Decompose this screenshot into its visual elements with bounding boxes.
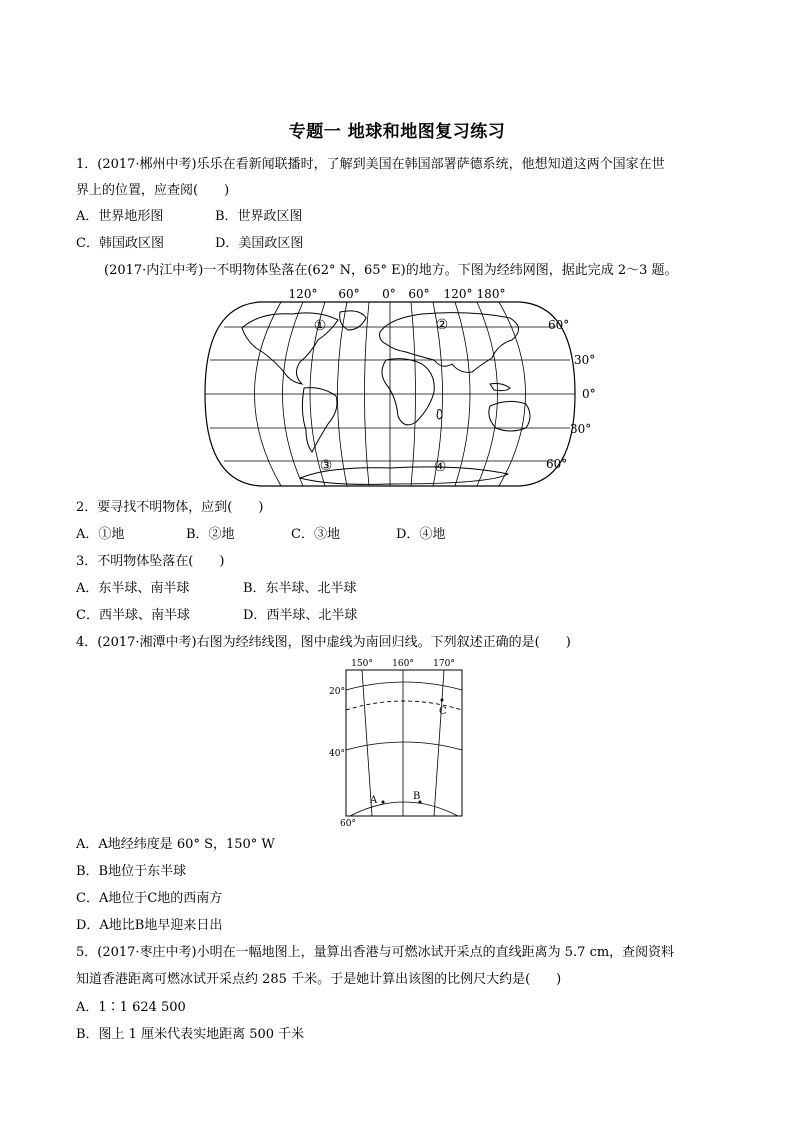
q3-option-d: D．西半球、北半球 <box>243 608 358 623</box>
q2-option-c: C．③地 <box>291 527 340 542</box>
grid-left-label: 20° <box>329 687 345 697</box>
q2-option-d: D．④地 <box>396 527 446 542</box>
q1-option-b: B．世界政区图 <box>215 209 303 224</box>
world-top-label: 60° <box>408 287 430 301</box>
world-top-label: 120° <box>288 287 318 301</box>
point-a-mark <box>382 801 385 804</box>
q3-option-b: B．东半球、北半球 <box>243 581 357 596</box>
world-right-label: 60° <box>548 318 570 332</box>
q4-stem: 4．(2017·湘潭中考)右图为经纬线图，图中虚线为南回归线。下列叙述正确的是( ) <box>76 635 571 650</box>
grid-top-label: 170° <box>433 659 455 669</box>
grid-left-label: 40° <box>329 749 345 759</box>
q4-option-c: C．A地位于C地的西南方 <box>76 891 223 906</box>
q5-stem-line1: 5．(2017·枣庄中考)小明在一幅地图上，量算出香港与可燃冰试开采点的直线距离为 5.7 cm，查阅资料 <box>76 945 675 960</box>
q3-option-a: A．东半球、南半球 <box>76 581 190 596</box>
continents <box>242 311 530 485</box>
q1-option-d: D．美国政区图 <box>215 236 304 251</box>
grid-left-label: 60° <box>340 819 356 829</box>
q5-stem-line2: 知道香港距离可燃冰试开采点约 285 千米。于是她计算出该图的比例尺大约是( ) <box>76 972 562 987</box>
world-right-label: 0° <box>582 387 596 401</box>
graticule-grid-map <box>326 656 472 832</box>
q5-option-a: A．1∶1 624 500 <box>76 1000 186 1015</box>
world-right-label: 60° <box>546 457 568 471</box>
q3-option-c: C．西半球、南半球 <box>76 608 190 623</box>
marker-2: ② <box>435 317 449 333</box>
world-right-label: 30° <box>570 422 592 436</box>
world-top-label: 180° <box>476 287 506 301</box>
intro-q2-q3: (2017·内江中考)一不明物体坠落在(62° N，65° E)的地方。下图为经纬网图，据此完成 2～3 题。 <box>104 263 678 278</box>
q4-option-b: B．B地位于东半球 <box>76 864 187 879</box>
parallel-40s <box>346 742 462 750</box>
grid-top-label: 150° <box>351 659 373 669</box>
q2-stem: 2．要寻找不明物体，应到( ) <box>76 500 264 515</box>
q5-option-b: B．图上 1 厘米代表实地距离 500 千米 <box>76 1027 305 1042</box>
world-top-label: 120° <box>443 287 473 301</box>
q1-stem-line1: 1．(2017·郴州中考)乐乐在看新闻联播时，了解到美国在韩国部署萨德系统，他想知道这两个国家在世 <box>76 157 665 172</box>
meridian-170 <box>434 670 444 816</box>
q1-option-c: C．韩国政区图 <box>76 236 164 251</box>
page-title: 专题一 地球和地图复习练习 <box>288 122 506 142</box>
q1-option-a: A．世界地形图 <box>76 209 164 224</box>
grid-top-label: 160° <box>392 659 414 669</box>
marker-1: ① <box>313 318 327 334</box>
q2-option-b: B．②地 <box>186 527 235 542</box>
q3-stem: 3．不明物体坠落在( ) <box>76 554 225 569</box>
q4-option-d: D．A地比B地早迎来日出 <box>76 918 223 933</box>
marker-4: ④ <box>433 459 447 475</box>
world-top-label: 0° <box>382 287 396 301</box>
q1-stem-line2: 界上的位置，应查阅( ) <box>76 183 230 198</box>
q2-option-a: A．①地 <box>76 527 125 542</box>
point-b-label: B <box>413 791 421 802</box>
world-graticule-map <box>190 284 610 496</box>
marker-3: ③ <box>319 458 333 474</box>
parallel-60s <box>350 802 458 816</box>
world-right-label: 30° <box>574 353 596 367</box>
point-c-mark <box>441 699 444 702</box>
point-c-label: C <box>439 706 447 717</box>
point-a-label: A <box>370 795 378 806</box>
world-top-label: 60° <box>338 287 360 301</box>
q4-option-a: A．A地经纬度是 60° S，150° W <box>76 837 275 852</box>
